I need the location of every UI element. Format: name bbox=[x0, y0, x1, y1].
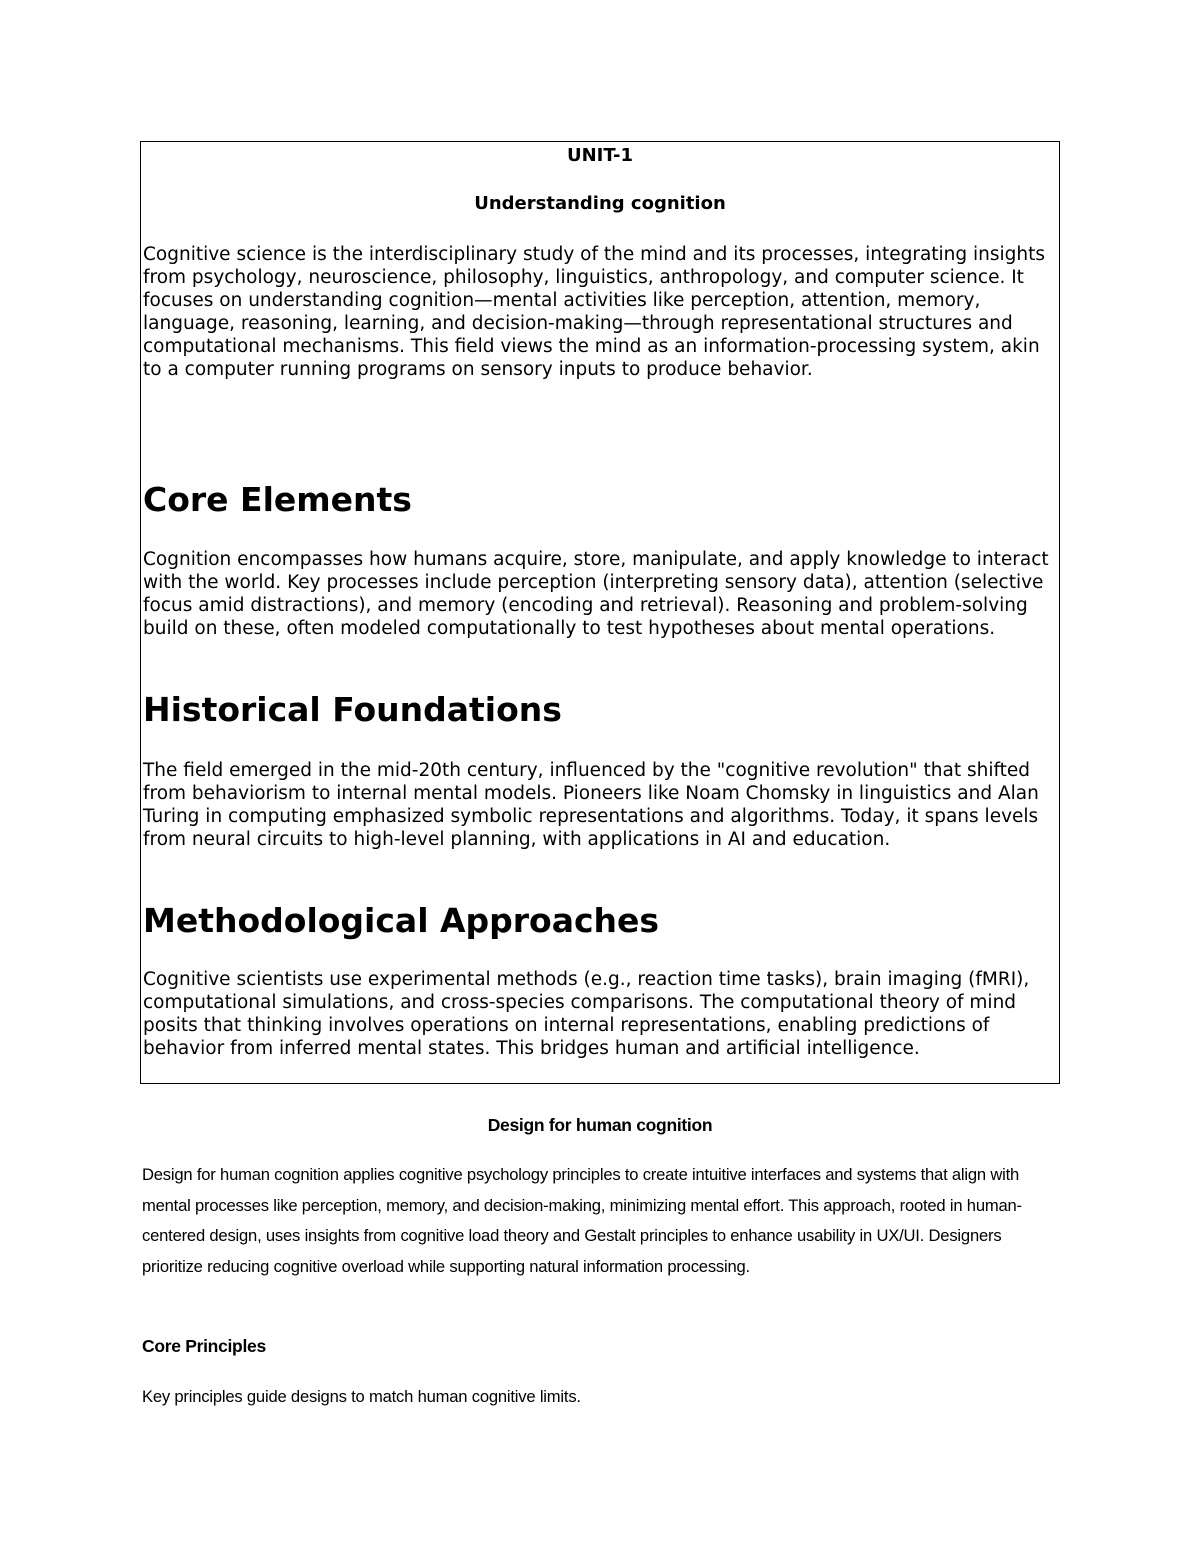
section-heading-methodological-approaches: Methodological Approaches bbox=[143, 901, 660, 940]
section-heading-core-elements: Core Elements bbox=[143, 480, 412, 519]
unit-label: UNIT-1 bbox=[566, 145, 633, 166]
core-principles-text: Key principles guide designs to match human cognitive limits. bbox=[142, 1387, 581, 1406]
section-body-historical-foundations: The field emerged in the mid-20th century, influenced by the "cognitive revolution" that shifted from behaviorism to internal mental models. Pioneers like Noam Chomsky in linguistics and Alan Turing in computing emphasized symbolic representations and algorithms. Today, it spans levels from neural circuits to high-level planning, with applications in AI and education. bbox=[143, 760, 1039, 850]
design-section-title: Design for human cognition bbox=[487, 1115, 713, 1135]
design-paragraph: Design for human cognition applies cognitive psychology principles to create intuitive interfaces and systems that align with mental processes like perception, memory, and decision-making, minimizing mental effort. This approach, rooted in human-centered design, uses insights from cognitive load theory and Gestalt principles to enhance usability in UX/UI. Designers prioritize reducing cognitive overload while supporting natural information processing. bbox=[142, 1165, 1022, 1276]
unit-content-box bbox=[140, 141, 1060, 1084]
section-body-core-elements: Cognition encompasses how humans acquire, store, manipulate, and apply knowledge to interact with the world. Key processes include perception (interpreting sensory data), attention (selective focus amid distractions), and memory (encoding and retrieval). Reasoning and problem-solving build on these, often modeled computationally to test hypotheses about mental operations. bbox=[143, 549, 1049, 639]
section-heading-historical-foundations: Historical Foundations bbox=[143, 690, 562, 729]
section-body-methodological-approaches: Cognitive scientists use experimental methods (e.g., reaction time tasks), brain imaging (fMRI), computational simulations, and cross-species comparisons. The computational theory of mind posits that thinking involves operations on internal representations, enabling predictions of behavior from inferred mental states. This bridges human and artificial intelligence. bbox=[143, 969, 1030, 1059]
intro-paragraph: Cognitive science is the interdisciplinary study of the mind and its processes, integrating insights from psychology, neuroscience, philosophy, linguistics, anthropology, and computer science. It focuses on understanding cognition—mental activities like perception, attention, memory, language, reasoning, learning, and decision-making—through representational structures and computational mechanisms. This field views the mind as an information-processing system, akin to a computer running programs on sensory inputs to produce behavior. bbox=[143, 244, 1046, 380]
page-subtitle: Understanding cognition bbox=[474, 193, 726, 214]
core-principles-heading: Core Principles bbox=[142, 1336, 266, 1356]
